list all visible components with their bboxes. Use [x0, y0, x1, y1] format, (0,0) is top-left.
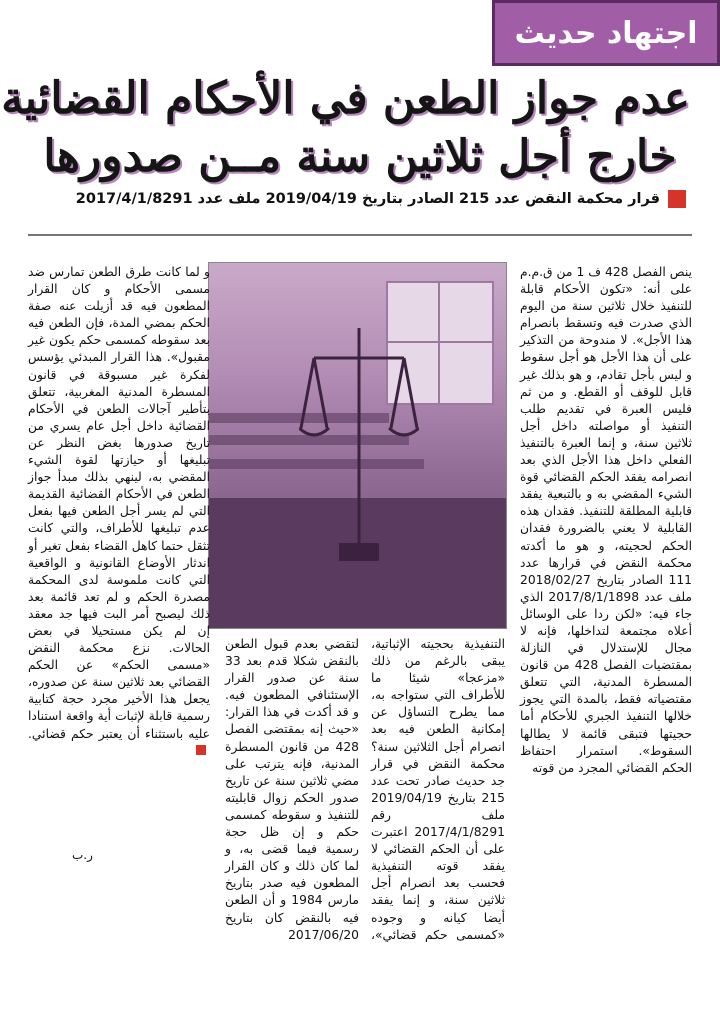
subheading-text: قرار محكمة النقض عدد 215 الصادر بتاريخ 2019/04/19 ملف عدد 2017/4/1/8291 — [75, 191, 660, 207]
divider — [28, 234, 692, 236]
headline — [1, 70, 690, 186]
scales-of-justice-photo — [208, 262, 507, 629]
column-middle-text: التنفيذية بحجيته الإثباتية، يبقى بالرغم من ذلك «مزعجا» شيئا ما للأطراف التي ستواجه به، مما يطرح التساؤل عن إمكانية الطعن فيه بعد انصرام أجل الثلاثين سنة؟ محكمة النقض في قرار جد حديث صادر تحت عدد 215 بتاريخ 2019/04/19 ملف رقم 2017/4/1/8291 اعتبرت على أن الحكم القضائي لا يفقد قوته التنفيذية فحسب بعد انصرام أجل ثلاثين سنة، و إنما يفقد أيضا كيانه و وجوده «كمسمى حكم قضائي»، لتقضي بعدم قبول الطعن بالنقض شكلا قدم بعد 33 سنة عن صدور القرار الإستئنافي المطعون فيه. و قد أكدت في هذا القرار: «حيث إنه بمقتضى الفصل 428 من قانون المسطرة المدنية، فإنه يترتب على مضي ثلاثين سنة عن تاريخ صدور الحكم زوال قابليته للتنفيذ و سقوطه كمسمى حكم و إن ظل حجة رسمية فيما قضى به، و لما كان ذلك و كان القرار المطعون فيه صدر بتاريخ مارس 1984 و أن الطعن فيه بالنقض كان بتاريخ 2017/06/20 — [225, 637, 505, 942]
column-left-body: و لما كانت طرق الطعن تمارس ضد مسمى الأحكام و كان القرار المطعون فيه قد أزيلت عنه صفة الحكم بمضي المدة، فإن الطعن فيه بعد سقوطه كمسمى حكم يكون غير مقبول». هذا القرار المبدئي يؤسس لفكرة غير مسبوقة في قانون المسطرة المدنية المغربية، تتعلق بتأطير آجالات الطعن في الأحكام القضائية داخل أجل عام يسري من تاريخ صدورها بغض النظر عن تبليغها أو حيازتها لقوة الشيء المقضي به، لينهي بذلك مبدأ جواز الطعن في الأحكام القضائية القديمة التي لم يسر أجل الطعن فيها بفعل عدم تبليغها للأطراف، والتي كانت تثقل حتما كاهل القضاء بفعل تغير أو اندثار الأوضاع القانونية و الواقعية التي كانت ملموسة لدى المحكمة مصدرة الحكم و لم تعد قائمة بعد ذلك ليصبح أمر البت فيها جد معقد إن لم يكن مستحيلا في بعض الحالات. نزع محكمة النقض «مسمى الحكم» عن الحكم القضائي بعد ثلاثين سنة عن صدوره، يجعل هذا الأخير مجرد حجة كتابية رسمية قابلة لإثبات أية واقعة استنادا عليه باستثناء أن يعتبر حكم قضائي. — [28, 265, 210, 741]
red-square-icon — [668, 190, 686, 208]
headline-line-1: عدم جواز الطعن في الأحكام القضائية — [1, 73, 690, 124]
section-tag-label: اجتهاد حديث — [514, 15, 698, 51]
column-left-text — [28, 264, 210, 760]
column-left — [28, 264, 210, 760]
scales-icon — [299, 318, 419, 568]
author-signature: ر.ب — [72, 848, 93, 862]
column-right-text: ينص الفصل 428 ف 1 من ق.م.م على أنه: «تكون الأحكام قابلة للتنفيذ خلال ثلاثين سنة من اليوم الذي صدرت فيه وتسقط بانصرام هذا الأجل». لا مندوحة من التذكير على أن هذا الأجل هو أجل سقوط و ليس بأجل تقادم، و هو بذلك غير قابل للوقف أو القطع. و من ثم فليس العبرة في تقديم طلب التنفيذ أو مواصلته داخل أجل ثلاثين سنة، و إنما العبرة بالتنفيذ الفعلي داخل هذا الأجل الذي بعد انصرامه يفقد الحكم القضائي قوة الشيء المقضي به و بالتبعية يفقد قابلية المطلقة للتنفيذ. فقدان هذه القابلية لا يعني بالضرورة فقدان الحكم لحجيته، و هو ما أكدته محكمة النقض في قرارها عدد 111 الصادر بتاريخ 2018/02/27 ملف عدد 2017/8/1/1898 الذي جاء فيه: «لكن ردا على الوسائل أعلاه مجتمعة لتداخلها، فإنه لا مجال للإستدلال في النازلة بمقتضيات الفصل 428 من قانون المسطرة المدنية، التي تتعلق مقتضياته فقط، بالمدة التي يجوز خلالها التنفيذ الجبري للأحكام أما حجيتها فتبقى قائمة لا يطالها السقوط». استمرار احتفاظ الحكم القضائي المجرد من قوته — [520, 265, 692, 775]
section-tag — [492, 0, 720, 66]
subheading — [40, 190, 686, 208]
column-right — [520, 264, 692, 777]
headline-line-2: خارج أجل ثلاثين سنة مــن صدورها — [43, 131, 677, 182]
column-middle — [225, 636, 505, 944]
end-square-icon — [196, 745, 206, 755]
